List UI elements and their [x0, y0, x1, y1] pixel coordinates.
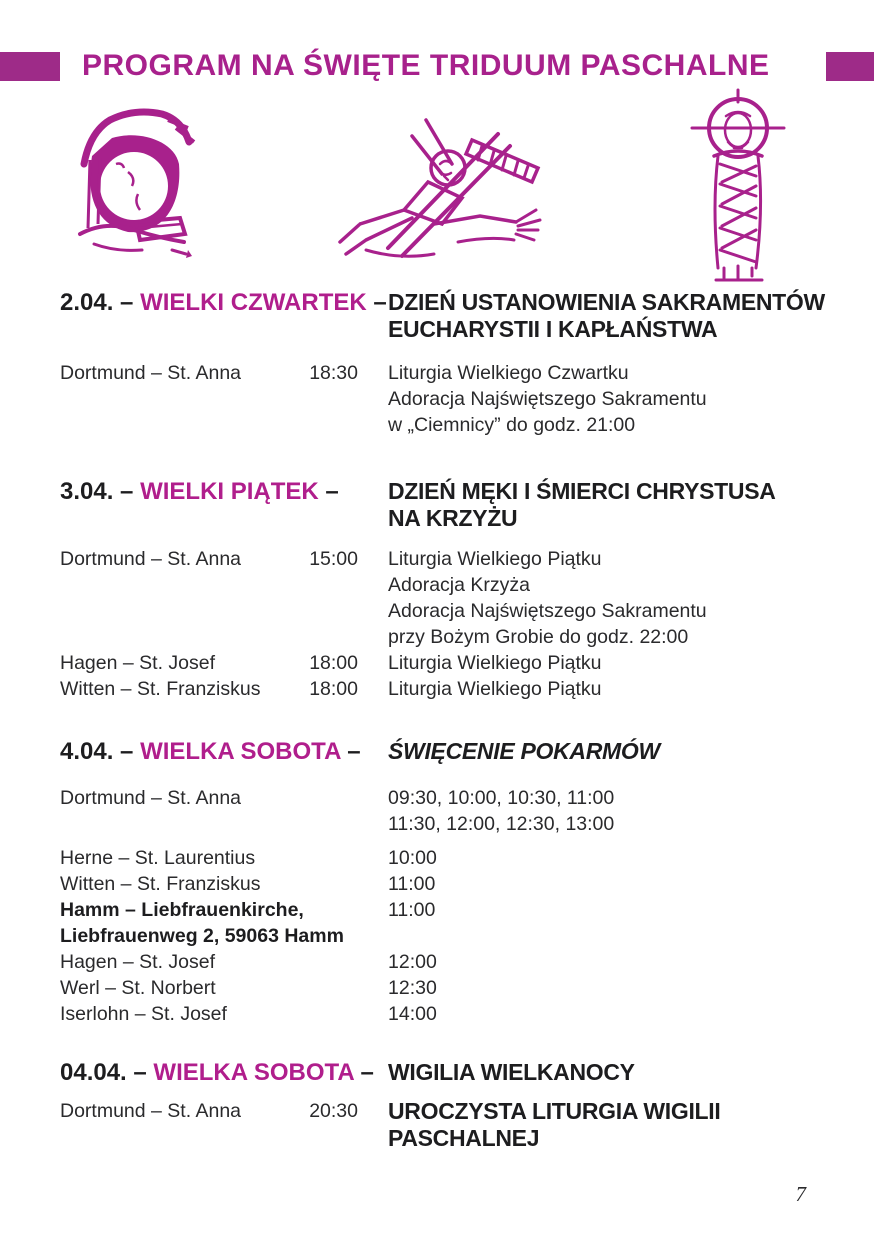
row-details: UROCZYSTA LITURGIA WIGILII PASCHALNEJ	[388, 1098, 721, 1151]
page-number: 7	[795, 1182, 806, 1206]
row-time: 15:00	[309, 548, 358, 570]
title-bar-right-block	[826, 52, 874, 81]
row-time: 18:00	[309, 678, 358, 700]
row-details: 14:00	[388, 1003, 437, 1025]
row-details: Liturgia Wielkiego Piątku Adoracja Krzyża Adoracja Najświętszego Sakramentu przy Bożym Grobie do godz. 22:00	[388, 548, 707, 648]
row-location: Herne – St. Laurentius	[60, 847, 256, 869]
section-dash: –	[347, 738, 361, 765]
row-location: Dortmund – St. Anna	[60, 548, 242, 570]
title-bar-left-block	[0, 52, 60, 81]
section-day-name: WIELKI PIĄTEK	[140, 478, 319, 505]
row-location: Dortmund – St. Anna	[60, 362, 242, 384]
section-day-name: WIELKI CZWARTEK	[140, 289, 367, 316]
christ-carrying-cross-illustration	[330, 106, 552, 264]
row-details: Liturgia Wielkiego Piątku	[388, 678, 602, 700]
row-location: Hagen – St. Josef	[60, 951, 216, 973]
section-date-day	[60, 478, 388, 532]
section-description: ŚWIĘCENIE POKARMÓW	[388, 738, 660, 764]
row-time	[300, 897, 358, 949]
empty-tomb-illustration	[76, 102, 196, 266]
section-header	[60, 738, 836, 765]
row-location: Werl – St. Norbert	[60, 977, 216, 999]
row-details: 12:00	[388, 951, 437, 973]
title-bar	[0, 50, 874, 82]
row-location: Witten – St. Franziskus	[60, 873, 261, 895]
schedule-row	[60, 546, 836, 650]
section-header	[60, 289, 836, 343]
row-details: Liturgia Wielkiego Piątku	[388, 652, 602, 674]
schedule	[60, 289, 836, 1152]
section-wielki-piatek	[60, 478, 836, 702]
section-date: 4.04. –	[60, 738, 134, 765]
row-location: Iserlohn – St. Josef	[60, 1003, 227, 1025]
schedule-row	[60, 1001, 836, 1027]
section-day-name: WIELKA SOBOTA	[140, 738, 341, 765]
row-details: 11:00	[388, 873, 436, 895]
schedule-row	[60, 897, 836, 949]
schedule-row	[60, 650, 836, 676]
section-date: 3.04. –	[60, 478, 134, 505]
section-date-day	[60, 738, 388, 765]
page-title: PROGRAM NA ŚWIĘTE TRIDUUM PASCHALNE	[82, 49, 770, 82]
row-time	[300, 845, 358, 871]
row-time: 18:00	[309, 652, 358, 674]
section-date-day	[60, 1059, 388, 1086]
section-dash: –	[325, 478, 339, 505]
section-date-day	[60, 289, 388, 343]
section-description: DZIEŃ USTANOWIENIA SAKRAMENTÓW EUCHARYSTII I KAPŁAŃSTWA	[388, 289, 825, 342]
row-location: Hamm – Liebfrauenkirche, Liebfrauenweg 2, 59063 Hamm	[60, 899, 344, 947]
schedule-row	[60, 845, 836, 871]
row-time	[300, 785, 358, 837]
section-day-name: WIELKA SOBOTA	[153, 1059, 354, 1086]
row-details: 09:30, 10:00, 10:30, 11:00 11:30, 12:00, 12:30, 13:00	[388, 787, 615, 835]
section-header	[60, 1059, 836, 1086]
section-description: WIGILIA WIELKANOCY	[388, 1059, 635, 1085]
row-details: 10:00	[388, 847, 437, 869]
schedule-row	[60, 949, 836, 975]
schedule-row	[60, 975, 836, 1001]
row-time	[300, 1001, 358, 1027]
row-time	[300, 871, 358, 897]
schedule-row	[60, 1098, 836, 1152]
section-wielki-czwartek	[60, 289, 836, 438]
row-location: Witten – St. Franziskus	[60, 678, 261, 700]
section-dash: –	[360, 1059, 374, 1086]
row-details: 11:00	[388, 899, 436, 921]
row-time: 18:30	[309, 362, 358, 384]
schedule-row	[60, 360, 836, 438]
schedule-row	[60, 676, 836, 702]
section-header	[60, 478, 836, 532]
row-location: Dortmund – St. Anna	[60, 1100, 242, 1122]
section-date: 04.04. –	[60, 1059, 147, 1086]
row-time	[300, 975, 358, 1001]
row-location: Hagen – St. Josef	[60, 652, 216, 674]
row-location: Dortmund – St. Anna	[60, 787, 242, 809]
section-dash: –	[373, 289, 387, 316]
row-details: Liturgia Wielkiego Czwartku Adoracja Najświętszego Sakramentu w „Ciemnicy” do godz. 21:00	[388, 362, 707, 436]
section-wielka-sobota-swiecenie	[60, 738, 836, 1027]
schedule-row	[60, 871, 836, 897]
row-time	[300, 949, 358, 975]
section-wigilia-wielkanocy	[60, 1059, 836, 1152]
schedule-row	[60, 785, 836, 837]
row-details: 12:30	[388, 977, 437, 999]
row-time: 20:30	[309, 1100, 358, 1122]
section-date: 2.04. –	[60, 289, 134, 316]
christ-bound-column-illustration	[676, 86, 802, 282]
section-description: DZIEŃ MĘKI I ŚMIERCI CHRYSTUSA NA KRZYŻU	[388, 478, 776, 531]
